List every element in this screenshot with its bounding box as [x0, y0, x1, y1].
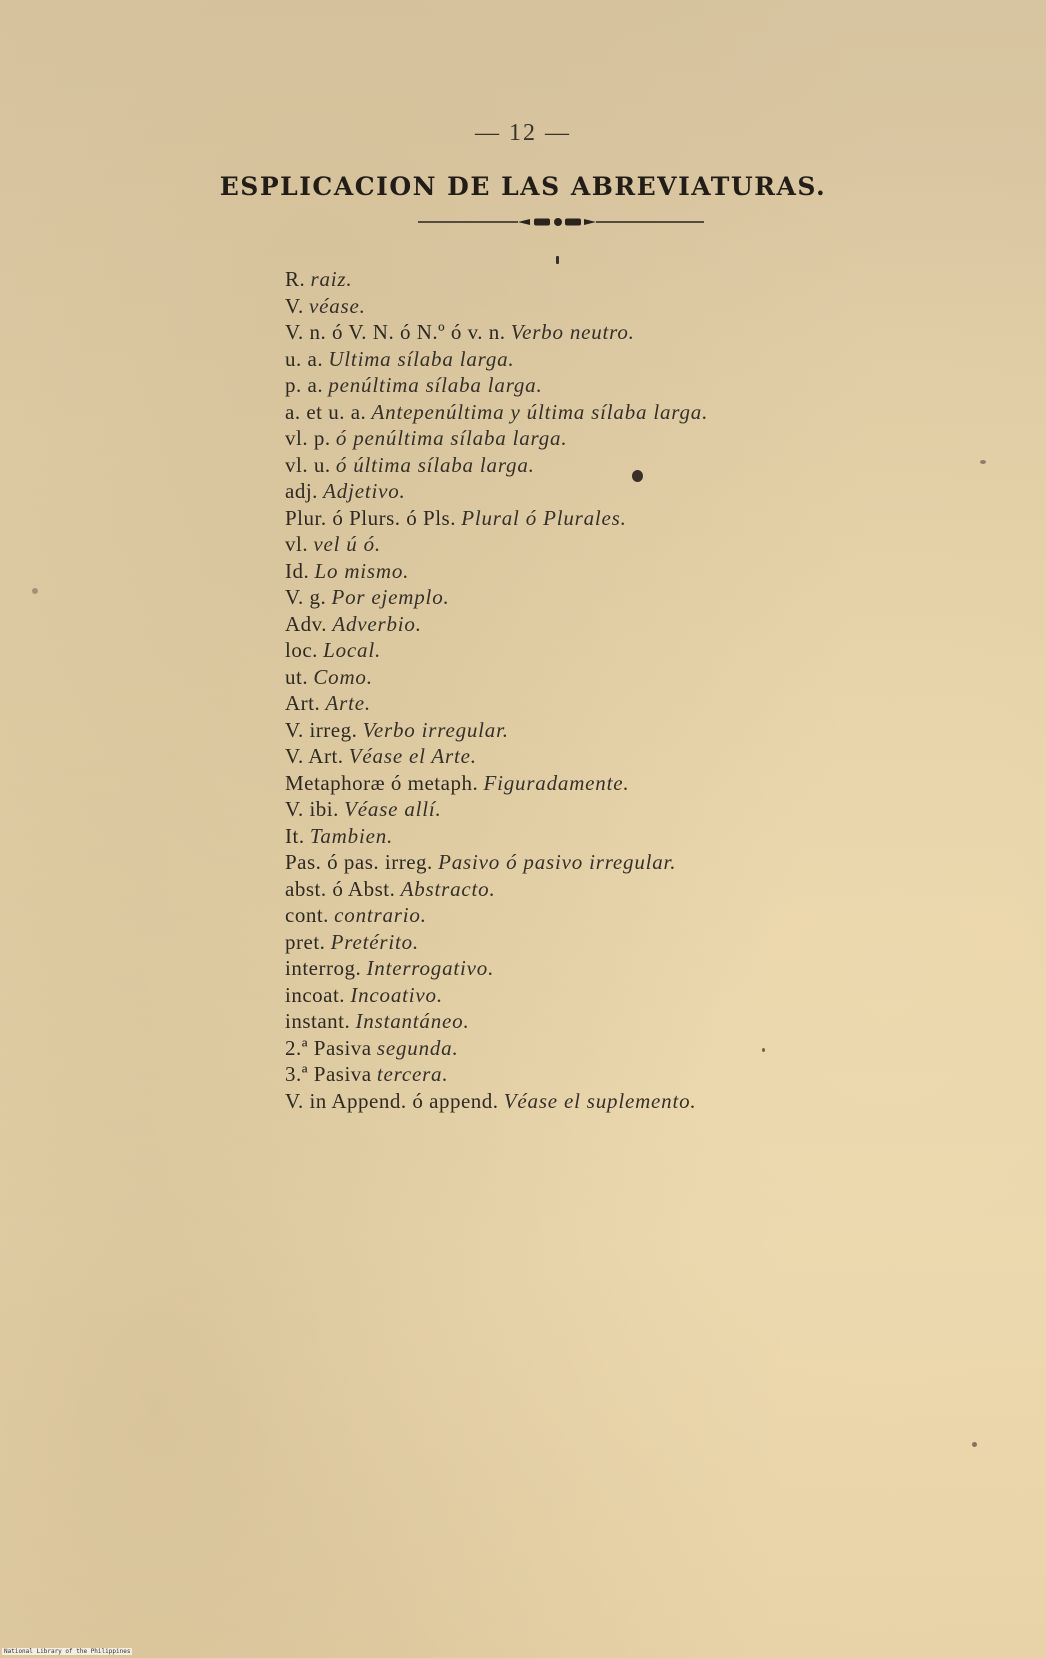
- abbreviation: loc.: [285, 638, 318, 662]
- abbreviation: interrog.: [285, 956, 362, 980]
- abbreviation: 2.ª Pasiva: [285, 1035, 372, 1060]
- abbreviation-meaning: Antepenúltima y última sílaba larga.: [371, 399, 709, 424]
- title-ornament-divider: [418, 216, 704, 228]
- abbreviation-meaning: Pasivo ó pasivo irregular.: [438, 850, 677, 874]
- list-item: [285, 664, 885, 691]
- abbreviation: Adv.: [285, 611, 328, 636]
- abbreviation: 3.ª Pasiva: [285, 1062, 372, 1086]
- abbreviation: vl. u.: [285, 452, 331, 477]
- abbreviation-meaning: ó penúltima sílaba larga.: [335, 426, 568, 450]
- abbreviation-meaning: raiz.: [310, 267, 353, 291]
- abbreviation: Plur. ó Plurs. ó Pls.: [285, 505, 456, 530]
- abbreviation-list: [285, 266, 885, 1114]
- list-item: [285, 346, 885, 373]
- abbreviation: a. et u. a.: [285, 399, 367, 424]
- ink-speck: [556, 256, 559, 264]
- abbreviation-meaning: penúltima sílaba larga.: [328, 373, 543, 397]
- list-item: [285, 849, 885, 876]
- list-item: [285, 531, 885, 558]
- abbreviation: Pas. ó pas. irreg.: [285, 850, 433, 874]
- list-item: [285, 452, 885, 479]
- abbreviation-meaning: ó última sílaba larga.: [335, 452, 535, 477]
- list-item: [285, 611, 885, 638]
- abbreviation: V. n. ó V. N. ó N.º ó v. n.: [285, 320, 506, 344]
- abbreviation-meaning: contrario.: [334, 903, 427, 927]
- abbreviation: It.: [285, 823, 305, 848]
- abbreviation: vl. p.: [285, 426, 331, 450]
- abbreviation: V. irreg.: [285, 717, 358, 742]
- abbreviation: Metaphoræ ó metaph.: [285, 770, 479, 795]
- abbreviation: V.: [285, 293, 304, 318]
- abbreviation-meaning: Véase allí.: [344, 797, 442, 821]
- abbreviation-meaning: Verbo irregular.: [362, 717, 509, 742]
- abbreviation-meaning: Ultima sílaba larga.: [328, 346, 515, 371]
- list-item: [285, 478, 885, 505]
- list-item: [285, 584, 885, 611]
- abbreviation: vl.: [285, 532, 309, 556]
- ink-speck: [32, 588, 38, 594]
- list-item: [285, 266, 885, 293]
- abbreviation-meaning: Pretérito.: [330, 929, 419, 954]
- abbreviation: incoat.: [285, 982, 346, 1007]
- list-item: [285, 743, 885, 770]
- abbreviation-meaning: Tambien.: [309, 823, 394, 848]
- abbreviation-meaning: Por ejemplo.: [331, 585, 450, 609]
- list-item: [285, 1008, 885, 1035]
- abbreviation: V. Art.: [285, 744, 344, 768]
- abbreviation: cont.: [285, 903, 329, 927]
- list-item: [285, 319, 885, 346]
- list-item: [285, 690, 885, 717]
- list-item: [285, 982, 885, 1009]
- abbreviation: u. a.: [285, 346, 324, 371]
- list-item: [285, 505, 885, 532]
- list-item: [285, 425, 885, 452]
- abbreviation-meaning: Abstracto.: [400, 876, 496, 901]
- ink-speck: [972, 1442, 977, 1447]
- abbreviation-meaning: Figuradamente.: [483, 770, 630, 795]
- list-item: [285, 372, 885, 399]
- page-number: — 12 —: [475, 120, 571, 146]
- list-item: [285, 770, 885, 797]
- list-item: [285, 1061, 885, 1088]
- abbreviation-meaning: Véase el suplemento.: [503, 1088, 697, 1113]
- ink-speck: [762, 1048, 765, 1052]
- abbreviation: pret.: [285, 929, 326, 954]
- abbreviation-meaning: Local.: [323, 638, 382, 662]
- abbreviation-meaning: Como.: [313, 664, 373, 689]
- abbreviation: p. a.: [285, 373, 324, 397]
- list-item: [285, 1035, 885, 1062]
- abbreviation-meaning: Adjetivo.: [323, 479, 406, 503]
- abbreviation-meaning: segunda.: [376, 1035, 459, 1060]
- abbreviation: abst. ó Abst.: [285, 876, 396, 901]
- list-item: [285, 955, 885, 982]
- abbreviation: R.: [285, 267, 306, 291]
- abbreviation-meaning: Plural ó Plurales.: [461, 505, 627, 530]
- abbreviation: V. g.: [285, 585, 327, 609]
- abbreviation-meaning: véase.: [308, 293, 366, 318]
- library-credit: National Library of the Philippines: [4, 1648, 131, 1655]
- abbreviation-meaning: tercera.: [376, 1062, 449, 1086]
- abbreviation: ut.: [285, 664, 309, 689]
- abbreviation-meaning: Interrogativo.: [366, 956, 495, 980]
- list-item: [285, 717, 885, 744]
- list-item: [285, 796, 885, 823]
- list-item: [285, 902, 885, 929]
- abbreviation-meaning: Véase el Arte.: [348, 744, 477, 768]
- page-title: ESPLICACION DE LAS ABREVIATURAS.: [219, 172, 827, 201]
- abbreviation-meaning: Lo mismo.: [314, 558, 410, 583]
- ink-speck: [632, 470, 643, 482]
- abbreviation-meaning: Arte.: [325, 691, 371, 715]
- list-item: [285, 399, 885, 426]
- abbreviation-meaning: Verbo neutro.: [510, 320, 635, 344]
- abbreviation: instant.: [285, 1009, 351, 1033]
- list-item: [285, 558, 885, 585]
- abbreviation: Art.: [285, 691, 321, 715]
- abbreviation: adj.: [285, 479, 318, 503]
- abbreviation-meaning: Incoativo.: [350, 982, 443, 1007]
- list-item: [285, 637, 885, 664]
- abbreviation: Id.: [285, 558, 310, 583]
- ink-speck: [980, 460, 986, 464]
- abbreviation: V. in Append. ó append.: [285, 1088, 499, 1113]
- list-item: [285, 823, 885, 850]
- list-item: [285, 1088, 885, 1115]
- list-item: [285, 876, 885, 903]
- list-item: [285, 929, 885, 956]
- list-item: [285, 293, 885, 320]
- abbreviation: V. ibi.: [285, 797, 339, 821]
- abbreviation-meaning: vel ú ó.: [313, 532, 381, 556]
- abbreviation-meaning: Instantáneo.: [355, 1009, 470, 1033]
- abbreviation-meaning: Adverbio.: [332, 611, 422, 636]
